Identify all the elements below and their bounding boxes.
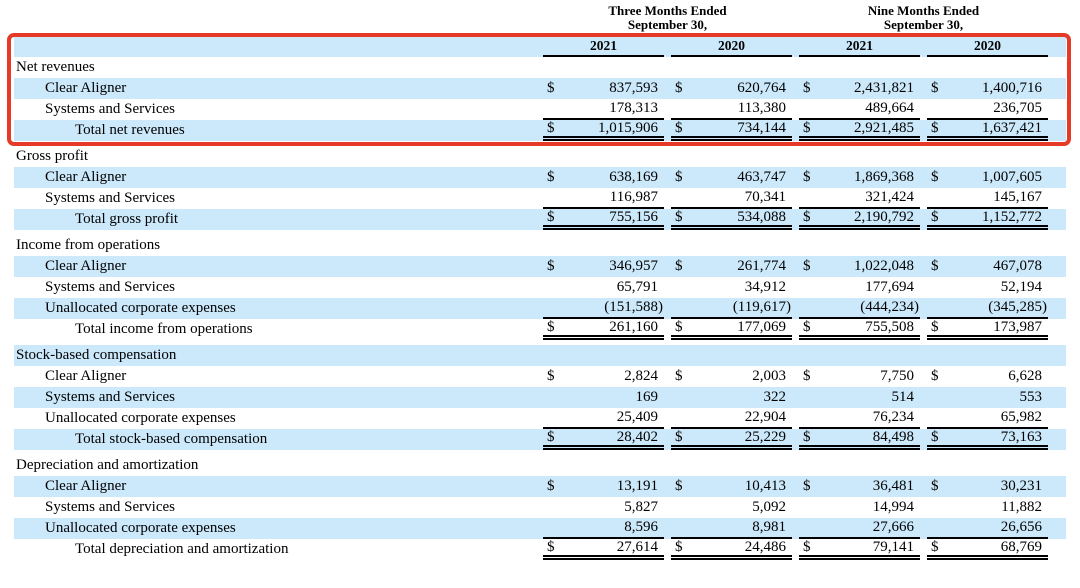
value: 553 bbox=[1019, 389, 1042, 405]
value: 1,007,605 bbox=[982, 169, 1042, 185]
section-title: Stock-based compensation bbox=[16, 347, 177, 363]
dollar-sign: $ bbox=[675, 119, 683, 136]
value: 5,092 bbox=[752, 499, 786, 515]
table-row bbox=[14, 78, 1066, 99]
value-cell bbox=[671, 235, 792, 256]
value: (345,285) bbox=[988, 299, 1047, 315]
value-cell bbox=[927, 345, 1048, 366]
value-cell bbox=[671, 209, 792, 230]
value: 27,614 bbox=[616, 538, 658, 555]
value: 8,981 bbox=[752, 519, 786, 535]
value-cell bbox=[671, 78, 792, 99]
value-cell bbox=[543, 167, 664, 188]
value: 467,078 bbox=[993, 258, 1042, 274]
row-label: Unallocated corporate expenses bbox=[45, 410, 236, 426]
table-row bbox=[14, 539, 1066, 560]
table-row bbox=[14, 209, 1066, 230]
value-cell bbox=[927, 408, 1048, 429]
value: 261,774 bbox=[737, 258, 786, 274]
table-row bbox=[14, 497, 1066, 518]
row-label: Clear Aligner bbox=[45, 169, 127, 185]
section-title-row bbox=[14, 345, 1066, 366]
table-row bbox=[14, 298, 1066, 319]
value-cell bbox=[799, 78, 920, 99]
section-title-row bbox=[14, 57, 1066, 78]
value-cell bbox=[543, 235, 664, 256]
dollar-sign: $ bbox=[931, 318, 939, 335]
dollar-sign: $ bbox=[547, 478, 555, 494]
value-cell bbox=[543, 408, 664, 429]
year-header-2021-q3: 2021 bbox=[543, 36, 664, 57]
value: (119,617) bbox=[732, 299, 791, 315]
row-label: Total gross profit bbox=[75, 211, 179, 227]
value: 10,413 bbox=[744, 478, 786, 494]
row-label: Total depreciation and amortization bbox=[75, 541, 289, 557]
column-group-title-line1: Nine Months Ended bbox=[867, 3, 980, 18]
value-cell bbox=[671, 476, 792, 497]
value: 25,229 bbox=[744, 428, 786, 445]
value-cell bbox=[799, 429, 920, 450]
value: 177,069 bbox=[737, 318, 786, 335]
value: 1,022,048 bbox=[854, 258, 914, 274]
year-header-row bbox=[14, 36, 1066, 57]
value: 116,987 bbox=[609, 189, 658, 205]
value-cell bbox=[543, 99, 664, 120]
section-title: Depreciation and amortization bbox=[16, 457, 199, 473]
value-cell bbox=[671, 497, 792, 518]
value-cell bbox=[799, 209, 920, 230]
section-title-row bbox=[14, 455, 1066, 476]
dollar-sign: $ bbox=[675, 318, 683, 335]
value-cell bbox=[671, 120, 792, 141]
row-label: Clear Aligner bbox=[45, 80, 127, 96]
dollar-sign: $ bbox=[547, 208, 555, 225]
value-cell bbox=[927, 387, 1048, 408]
value-cell bbox=[671, 366, 792, 387]
dollar-sign: $ bbox=[675, 208, 683, 225]
row-label: Systems and Services bbox=[45, 389, 175, 405]
value-cell bbox=[671, 319, 792, 340]
value-cell bbox=[671, 298, 792, 319]
value: 26,656 bbox=[1000, 519, 1042, 535]
value: 346,957 bbox=[609, 258, 658, 274]
value: 169 bbox=[635, 389, 658, 405]
value-cell bbox=[799, 188, 920, 209]
column-group-title-line1: Three Months Ended bbox=[608, 3, 727, 18]
value-cell bbox=[543, 277, 664, 298]
value-cell bbox=[799, 387, 920, 408]
table-body bbox=[14, 57, 1066, 560]
value-cell bbox=[543, 57, 664, 78]
value-cell bbox=[927, 429, 1048, 450]
value-cell bbox=[927, 235, 1048, 256]
dollar-sign: $ bbox=[803, 80, 811, 96]
dollar-sign: $ bbox=[547, 169, 555, 185]
dollar-sign: $ bbox=[547, 258, 555, 274]
row-label: Unallocated corporate expenses bbox=[45, 300, 236, 316]
value: 236,705 bbox=[993, 100, 1042, 116]
dollar-sign: $ bbox=[675, 538, 683, 555]
dollar-sign: $ bbox=[803, 208, 811, 225]
value: 65,791 bbox=[616, 279, 658, 295]
column-group-three-months bbox=[543, 4, 792, 36]
section-title-row bbox=[14, 146, 1066, 167]
table-row bbox=[14, 167, 1066, 188]
value-cell bbox=[799, 319, 920, 340]
value-cell bbox=[543, 146, 664, 167]
value-cell bbox=[927, 277, 1048, 298]
section-title: Gross profit bbox=[16, 148, 89, 164]
value-cell bbox=[799, 146, 920, 167]
value-cell bbox=[671, 99, 792, 120]
value-cell bbox=[671, 345, 792, 366]
value-cell bbox=[927, 256, 1048, 277]
value: 514 bbox=[891, 389, 914, 405]
table-row bbox=[14, 408, 1066, 429]
dollar-sign: $ bbox=[675, 368, 683, 384]
year-header-2020-9m: 2020 bbox=[927, 36, 1048, 57]
value-cell bbox=[927, 57, 1048, 78]
value-cell bbox=[927, 455, 1048, 476]
value-cell bbox=[543, 387, 664, 408]
dollar-sign: $ bbox=[803, 169, 811, 185]
dollar-sign: $ bbox=[803, 119, 811, 136]
value-cell bbox=[543, 188, 664, 209]
value: 620,764 bbox=[737, 80, 786, 96]
value: 173,987 bbox=[993, 318, 1042, 335]
row-label: Clear Aligner bbox=[45, 258, 127, 274]
value: 1,869,368 bbox=[854, 169, 914, 185]
value: (444,234) bbox=[860, 299, 919, 315]
year-header-2020-q3: 2020 bbox=[671, 36, 792, 57]
value-cell bbox=[543, 78, 664, 99]
value-cell bbox=[543, 209, 664, 230]
value-cell bbox=[543, 539, 664, 560]
value: 27,666 bbox=[872, 519, 914, 535]
value: 1,152,772 bbox=[982, 208, 1042, 225]
value: 1,015,906 bbox=[598, 119, 658, 136]
dollar-sign: $ bbox=[931, 258, 939, 274]
value: 34,912 bbox=[744, 279, 786, 295]
value-cell bbox=[799, 455, 920, 476]
row-label: Total income from operations bbox=[75, 321, 253, 337]
value-cell bbox=[799, 497, 920, 518]
value-cell bbox=[927, 497, 1048, 518]
dollar-sign: $ bbox=[803, 478, 811, 494]
value: 5,827 bbox=[624, 499, 658, 515]
table-row bbox=[14, 387, 1066, 408]
column-group-title-line2: September 30, bbox=[883, 17, 964, 32]
value-cell bbox=[927, 146, 1048, 167]
value-cell bbox=[927, 209, 1048, 230]
table-row bbox=[14, 188, 1066, 209]
value-cell bbox=[927, 298, 1048, 319]
dollar-sign: $ bbox=[931, 169, 939, 185]
row-label: Total net revenues bbox=[75, 122, 185, 138]
value-cell bbox=[671, 146, 792, 167]
section-title: Net revenues bbox=[16, 59, 95, 75]
value-cell bbox=[799, 366, 920, 387]
value: 1,400,716 bbox=[982, 80, 1042, 96]
value: 65,982 bbox=[1000, 409, 1042, 425]
value-cell bbox=[927, 518, 1048, 539]
value-cell bbox=[671, 256, 792, 277]
value-cell bbox=[543, 298, 664, 319]
value: 261,160 bbox=[609, 318, 658, 335]
dollar-sign: $ bbox=[675, 169, 683, 185]
dollar-sign: $ bbox=[931, 119, 939, 136]
table-header bbox=[14, 0, 1066, 36]
value-cell bbox=[799, 298, 920, 319]
value-cell bbox=[799, 408, 920, 429]
value: 24,486 bbox=[744, 538, 786, 555]
value: 36,481 bbox=[872, 478, 914, 494]
row-label: Systems and Services bbox=[45, 190, 175, 206]
value-cell bbox=[543, 476, 664, 497]
value-cell bbox=[671, 277, 792, 298]
value-cell bbox=[671, 539, 792, 560]
row-label: Systems and Services bbox=[45, 499, 175, 515]
value-cell bbox=[799, 539, 920, 560]
row-label: Unallocated corporate expenses bbox=[45, 520, 236, 536]
value-cell bbox=[671, 387, 792, 408]
value-cell bbox=[543, 366, 664, 387]
value: 30,231 bbox=[1000, 478, 1042, 494]
value-cell bbox=[671, 408, 792, 429]
value: 22,904 bbox=[744, 409, 786, 425]
value-cell bbox=[799, 120, 920, 141]
value-cell bbox=[799, 277, 920, 298]
value: 6,628 bbox=[1008, 368, 1042, 384]
table-row bbox=[14, 366, 1066, 387]
value-cell bbox=[927, 319, 1048, 340]
value-cell bbox=[671, 455, 792, 476]
segment-results-table bbox=[14, 0, 1066, 560]
dollar-sign: $ bbox=[803, 428, 811, 445]
value: 177,694 bbox=[865, 279, 914, 295]
value-cell bbox=[927, 539, 1048, 560]
value: 755,156 bbox=[609, 208, 658, 225]
value: (151,588) bbox=[604, 299, 663, 315]
dollar-sign: $ bbox=[675, 428, 683, 445]
value-cell bbox=[543, 256, 664, 277]
value-cell bbox=[543, 345, 664, 366]
dollar-sign: $ bbox=[547, 368, 555, 384]
row-label: Clear Aligner bbox=[45, 478, 127, 494]
value-cell bbox=[671, 167, 792, 188]
value-cell bbox=[671, 518, 792, 539]
dollar-sign: $ bbox=[803, 368, 811, 384]
value: 178,313 bbox=[609, 100, 658, 116]
value-cell bbox=[927, 188, 1048, 209]
year-header-2021-9m: 2021 bbox=[799, 36, 920, 57]
value: 2,921,485 bbox=[854, 119, 914, 136]
value: 8,596 bbox=[624, 519, 658, 535]
value: 79,141 bbox=[872, 538, 914, 555]
dollar-sign: $ bbox=[547, 538, 555, 555]
value-cell bbox=[671, 429, 792, 450]
value-cell bbox=[671, 188, 792, 209]
dollar-sign: $ bbox=[547, 80, 555, 96]
table-row bbox=[14, 99, 1066, 120]
value-cell bbox=[543, 455, 664, 476]
value: 2,003 bbox=[752, 368, 786, 384]
value-cell bbox=[927, 366, 1048, 387]
value-cell bbox=[799, 235, 920, 256]
row-label: Total stock-based compensation bbox=[75, 431, 268, 447]
value: 321,424 bbox=[865, 189, 914, 205]
value: 322 bbox=[763, 389, 786, 405]
value-cell bbox=[543, 429, 664, 450]
value: 2,431,821 bbox=[854, 80, 914, 96]
section-title-row bbox=[14, 235, 1066, 256]
value: 13,191 bbox=[616, 478, 658, 494]
value-cell bbox=[543, 497, 664, 518]
column-group-nine-months bbox=[799, 4, 1048, 36]
dollar-sign: $ bbox=[931, 538, 939, 555]
value: 11,882 bbox=[1001, 499, 1042, 515]
value: 70,341 bbox=[744, 189, 786, 205]
value-cell bbox=[799, 256, 920, 277]
value-cell bbox=[543, 120, 664, 141]
row-label: Systems and Services bbox=[45, 101, 175, 117]
value: 28,402 bbox=[616, 428, 658, 445]
dollar-sign: $ bbox=[675, 80, 683, 96]
dollar-sign: $ bbox=[803, 538, 811, 555]
value: 837,593 bbox=[609, 80, 658, 96]
dollar-sign: $ bbox=[803, 318, 811, 335]
value: 84,498 bbox=[872, 428, 914, 445]
value: 734,144 bbox=[737, 119, 786, 136]
value-cell bbox=[671, 57, 792, 78]
value: 534,088 bbox=[737, 208, 786, 225]
value: 1,637,421 bbox=[982, 119, 1042, 136]
value-cell bbox=[799, 518, 920, 539]
value-cell bbox=[543, 518, 664, 539]
value-cell bbox=[799, 57, 920, 78]
value-cell bbox=[799, 167, 920, 188]
table-row bbox=[14, 518, 1066, 539]
value: 14,994 bbox=[872, 499, 914, 515]
value: 52,194 bbox=[1000, 279, 1042, 295]
value-cell bbox=[927, 78, 1048, 99]
value: 76,234 bbox=[872, 409, 914, 425]
value-cell bbox=[927, 167, 1048, 188]
dollar-sign: $ bbox=[931, 208, 939, 225]
dollar-sign: $ bbox=[547, 428, 555, 445]
dollar-sign: $ bbox=[931, 80, 939, 96]
value: 145,167 bbox=[993, 189, 1042, 205]
value-cell bbox=[799, 476, 920, 497]
value: 7,750 bbox=[880, 368, 914, 384]
value: 113,380 bbox=[737, 100, 786, 116]
value: 73,163 bbox=[1000, 428, 1042, 445]
dollar-sign: $ bbox=[675, 258, 683, 274]
value-cell bbox=[927, 476, 1048, 497]
value-cell bbox=[927, 99, 1048, 120]
table-row bbox=[14, 120, 1066, 141]
dollar-sign: $ bbox=[547, 119, 555, 136]
value: 2,190,792 bbox=[854, 208, 914, 225]
value: 755,508 bbox=[865, 318, 914, 335]
dollar-sign: $ bbox=[675, 478, 683, 494]
table-row bbox=[14, 429, 1066, 450]
row-label: Systems and Services bbox=[45, 279, 175, 295]
value-cell bbox=[799, 99, 920, 120]
value-cell bbox=[799, 345, 920, 366]
table-row bbox=[14, 277, 1066, 298]
value: 2,824 bbox=[624, 368, 658, 384]
dollar-sign: $ bbox=[803, 258, 811, 274]
value-cell bbox=[543, 319, 664, 340]
dollar-sign: $ bbox=[931, 478, 939, 494]
section-title: Income from operations bbox=[16, 237, 161, 253]
dollar-sign: $ bbox=[931, 428, 939, 445]
value: 68,769 bbox=[1000, 538, 1042, 555]
row-label: Clear Aligner bbox=[45, 368, 127, 384]
table-row bbox=[14, 476, 1066, 497]
column-group-title-line2: September 30, bbox=[627, 17, 708, 32]
table-row bbox=[14, 256, 1066, 277]
value: 638,169 bbox=[609, 169, 658, 185]
value: 25,409 bbox=[616, 409, 658, 425]
table-row bbox=[14, 319, 1066, 340]
value-cell bbox=[927, 120, 1048, 141]
dollar-sign: $ bbox=[547, 318, 555, 335]
dollar-sign: $ bbox=[931, 368, 939, 384]
value: 463,747 bbox=[737, 169, 786, 185]
value: 489,664 bbox=[865, 100, 914, 116]
